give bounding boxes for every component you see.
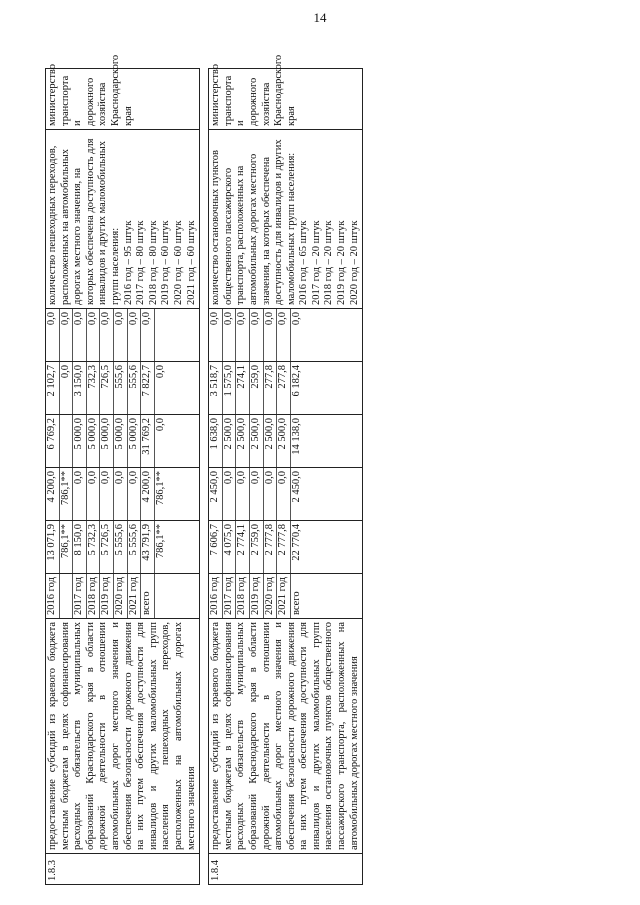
indicator-year-target: 2016 год – 95 штук [122,220,134,305]
indicator-year-target: 2020 год – 60 штук [172,220,184,305]
indicator-text: количество пешеходных переходов, расположенных на автомобильных дорогах местного значения, на которых обеспечена доступность для инвалидов и других маломобильных групп населения: [47,138,121,305]
federal-cell: 0,0 [264,468,278,520]
indicator-year-target: 2016 год – 65 штук [298,220,310,305]
extra-budget-cell [155,309,168,361]
indicator-year-target: 2018 год – 80 штук [147,220,159,305]
local-cell: 7 822,7 [141,362,155,414]
year-cell: 2021 год [277,574,291,618]
federal-cell: 4 200,0 [141,468,155,520]
total-cell: 2 774,1 [236,521,250,573]
year-cell: 2018 год [87,574,101,618]
measure-number: 1.8.4 [209,854,363,885]
total-cell: 43 791,9 [141,521,155,573]
year-cell: 2021 год [128,574,142,618]
total-cell: 8 150,0 [73,521,87,573]
regional-cell: 6 769,2 [46,415,60,467]
regional-cell: 1 638,0 [209,415,223,467]
total-cell: 5 726,5 [100,521,114,573]
year-cell-column [46,574,200,619]
extra-budget-cell: 0,0 [87,309,101,361]
indicator-year-target: 2019 год – 20 штук [336,220,348,305]
year-cell: 2019 год [100,574,114,618]
extra-budget-cell-column [46,309,200,362]
regional-cell: 14 138,0 [290,418,302,455]
extra-budget-cell: 0,0 [46,309,60,361]
year-cell: 2019 год [250,574,264,618]
federal-cell: 2 450,0 [290,471,302,503]
total-cell: 22 770,4 [290,524,302,561]
federal-cell: 786,1** [60,468,74,520]
total-cell: 7 606,7 [209,521,223,573]
federal-cell: 0,0 [73,468,87,520]
regional-cell-column [209,415,363,468]
regional-cell: 31 769,2 [141,415,155,467]
year-cell: 2017 год [73,574,87,618]
total-cell: 786,1** [60,521,74,573]
local-cell: 274,1 [236,362,250,414]
measure-description: предоставление субсидий из краевого бюджета местным бюджетам в целях софинансирования расходных обязательств муниципальных образований Краснодарского края в области дорожной деятельности в отношении автомобильных дорог местного значения и обеспечения безопасности дорожного движения на них путем обеспечения доступности для инвалидов и других маломобильных групп населения остановочных пунктов общественного пассажирского транспорта, расположенных на автомобильных дорогах местного значения [209,619,363,854]
total-cell: 5 555,6 [128,521,142,573]
regional-cell: 2 500,0 [223,415,237,467]
year-cell [60,574,74,618]
regional-cell: 5 000,0 [114,415,128,467]
extra-budget-cell: 0,0 [264,309,278,361]
indicator-text: количество остановочных пунктов общественного пассажирского транспорта, расположенных на автомобильных дорогах местного значения, на которых обеспечена доступность для инвалидов и других маломобильных групп населения: [210,139,297,305]
local-cell: 259,0 [250,362,264,414]
extra-budget-cell: 0,0 [114,309,128,361]
extra-budget-cell: 0,0 [209,309,223,361]
row-separator [200,69,209,885]
local-cell: 277,8 [264,362,278,414]
indicator-year-target: 2019 год – 60 штук [160,220,172,305]
year-cell: всего [290,591,302,615]
regional-cell [60,415,74,467]
regional-cell: 0,0 [154,418,166,432]
local-cell: 0,0 [154,365,166,379]
indicator-cell [209,130,363,309]
indicator-year-target: 2017 год – 80 штук [135,220,147,305]
year-cell: 2016 год [209,574,223,618]
federal-cell: 2 450,0 [209,468,223,520]
extra-budget-cell: 0,0 [236,309,250,361]
extra-budget-cell: 0,0 [128,309,142,361]
total-cell: 13 071,9 [46,521,60,573]
federal-cell: 0,0 [223,468,237,520]
local-cell: 3 150,0 [73,362,87,414]
page-number: 14 [313,10,327,25]
executor-cell: министерство транспорта и дорожного хозяйства Краснодарского края [209,69,363,130]
year-cell: 2020 год [114,574,128,618]
federal-cell: 0,0 [128,468,142,520]
local-cell: 555,6 [128,362,142,414]
total-cell: 5 732,3 [87,521,101,573]
extra-budget-cell: 0,0 [100,309,114,361]
extra-budget-cell-column [209,309,363,362]
regional-cell: 5 000,0 [128,415,142,467]
year-cell: 2017 год [223,574,237,618]
federal-cell: 0,0 [87,468,101,520]
year-cell: 2020 год [264,574,278,618]
regional-cell: 2 500,0 [264,415,278,467]
federal-cell-column [46,468,200,521]
federal-cell-column [209,468,363,521]
local-cell-column [209,362,363,415]
local-cell: 277,8 [277,362,291,414]
federal-cell: 0,0 [277,468,291,520]
local-cell: 732,3 [87,362,101,414]
extra-budget-cell: 0,0 [60,309,74,361]
local-cell: 3 518,7 [209,362,223,414]
federal-cell: 786,1** [154,471,166,506]
extra-budget-cell: 0,0 [250,309,264,361]
local-cell: 0,0 [60,362,74,414]
total-cell-column [46,521,200,574]
federal-cell: 0,0 [114,468,128,520]
extra-budget-cell: 0,0 [277,309,291,361]
indicator-year-target: 2017 год – 20 штук [310,220,322,305]
federal-cell: 0,0 [250,468,264,520]
total-cell: 786,1** [154,524,166,559]
total-cell: 4 075,0 [223,521,237,573]
year-cell [155,574,168,618]
regional-cell-column [46,415,200,468]
regional-cell: 5 000,0 [100,415,114,467]
measure-number: 1.8.3 [46,854,200,885]
local-cell: 1 575,0 [223,362,237,414]
table-row [46,69,200,885]
indicator-year-target: 2018 год – 20 штук [323,220,335,305]
extra-budget-cell: 0,0 [223,309,237,361]
extra-budget-cell: 0,0 [290,312,302,326]
federal-cell: 4 200,0 [46,468,60,520]
year-cell: всего [141,574,155,618]
regional-cell: 2 500,0 [236,415,250,467]
total-cell: 2 777,8 [264,521,278,573]
measure-description: предоставление субсидий из краевого бюджета местным бюджетам в целях софинансирования расходных обязательств муниципальных образований Краснодарского края в области дорожной деятельности в отношении автомобильных дорог местного значения и обеспечения безопасности дорожного движения на них путем обеспечения доступности для инвалидов и других маломобильных групп населения пешеходных переходов, расположенных на автомобильных дорогах местного значения [46,619,200,854]
indicator-year-target: 2021 год – 60 штук [185,220,197,305]
year-cell: 2018 год [236,574,250,618]
federal-cell: 0,0 [236,468,250,520]
rotated-table-page [45,54,605,885]
total-cell-column [209,521,363,574]
regional-cell: 5 000,0 [73,415,87,467]
executor-cell: министерство транспорта и дорожного хозяйства Краснодарского края [46,69,200,130]
regional-cell: 5 000,0 [87,415,101,467]
indicator-cell [46,130,200,309]
federal-cell: 0,0 [100,468,114,520]
table-body [46,54,363,885]
table-row [209,69,363,885]
local-cell-column [46,362,200,415]
local-cell: 726,5 [100,362,114,414]
program-measures-table [45,54,363,885]
indicator-year-target: 2020 год – 20 штук [348,220,360,305]
total-cell: 2 759,0 [250,521,264,573]
local-cell: 6 182,4 [290,365,302,397]
year-cell: 2016 год [46,574,60,618]
regional-cell: 2 500,0 [250,415,264,467]
local-cell: 555,6 [114,362,128,414]
year-cell-column [209,574,363,619]
regional-cell: 2 500,0 [277,415,291,467]
total-cell: 5 555,6 [114,521,128,573]
local-cell: 2 102,7 [46,362,60,414]
extra-budget-cell: 0,0 [73,309,87,361]
total-cell: 2 777,8 [277,521,291,573]
extra-budget-cell: 0,0 [141,309,155,361]
